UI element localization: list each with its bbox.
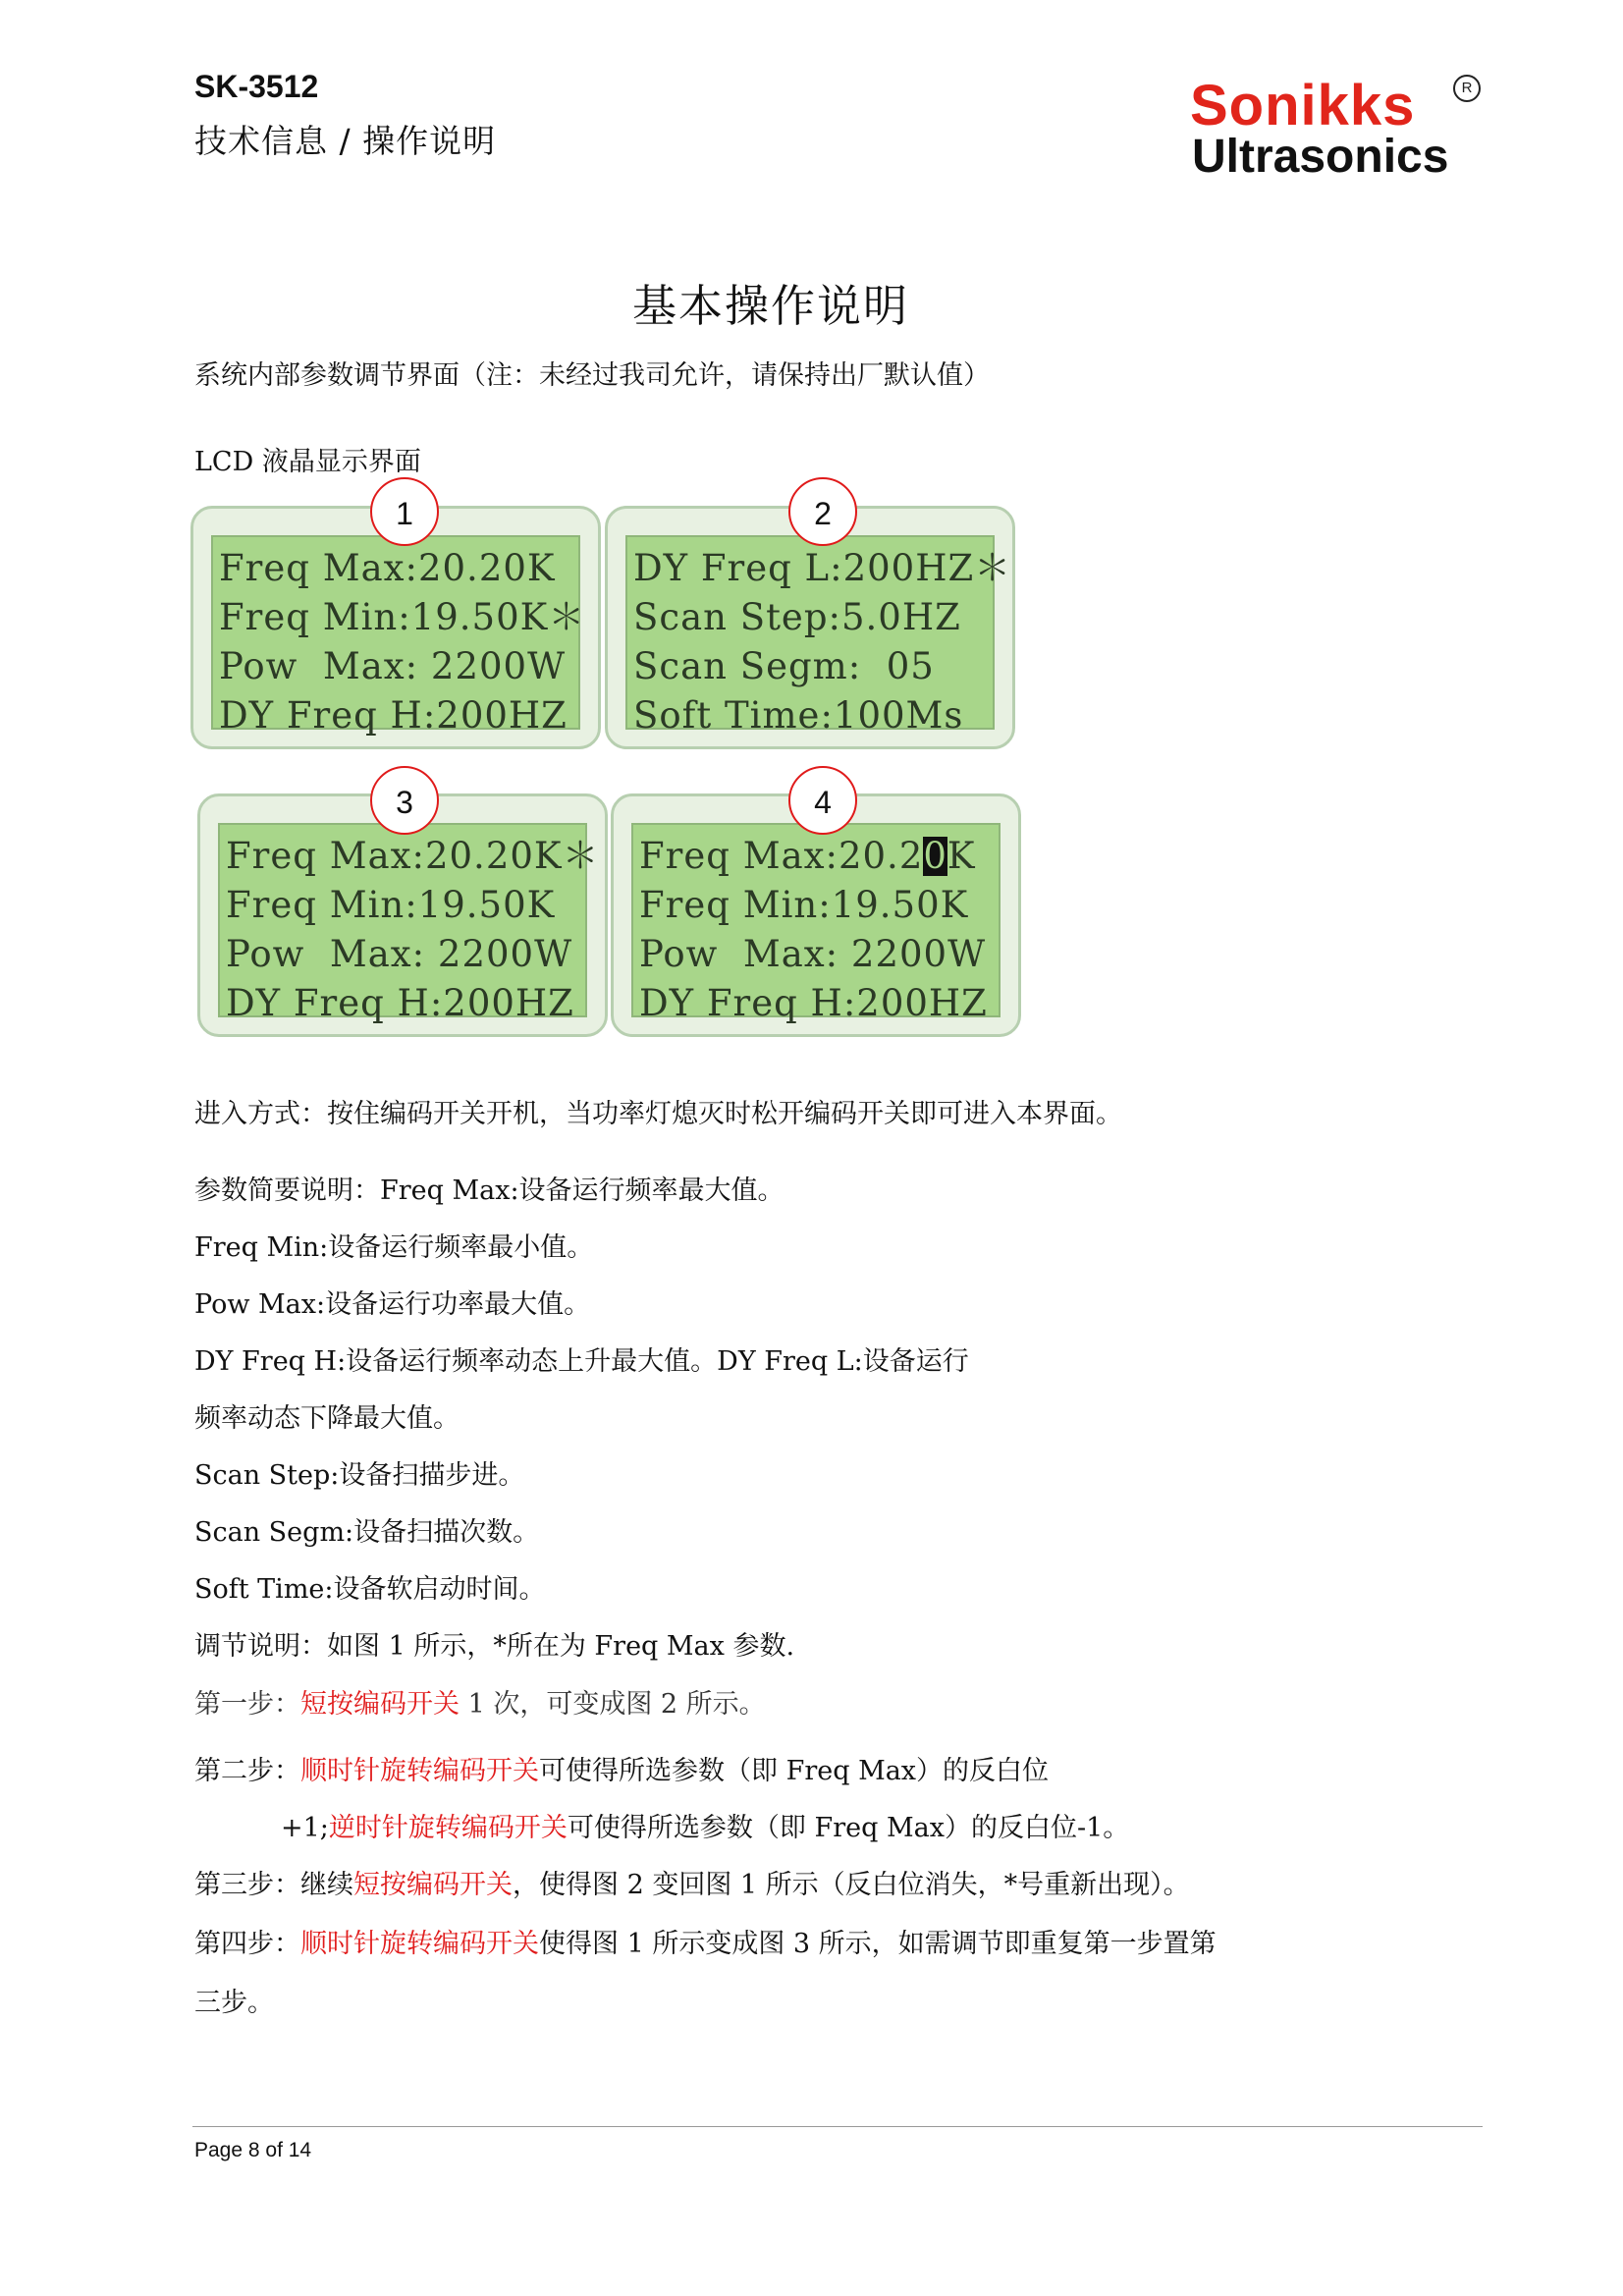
param-intro-text: 参数简要说明：Freq Max:设备运行频率最大值。: [194, 1175, 784, 1206]
step-action: 短按编码开关: [353, 1870, 513, 1900]
lcd-line: Scan Step:5.0HZ: [633, 596, 961, 638]
logo-brand-text: Sonikks: [1190, 74, 1416, 137]
step-text: 1 次，可变成图 2 所示。: [460, 1689, 766, 1720]
lcd-line: DY Freq H:200HZ: [219, 694, 568, 737]
step-text: +1;: [281, 1813, 329, 1843]
lcd-line: Scan Segm: 05: [633, 645, 935, 687]
lcd-label: LCD 液晶显示界面: [194, 447, 421, 477]
step-text: ，使得图 2 变回图 1 所示（反白位消失，*号重新出现）。: [513, 1870, 1190, 1900]
step-label: 第三步：继续: [194, 1870, 353, 1900]
step-label: 第二步：: [194, 1756, 300, 1786]
lcd-line: DY Freq H:200HZ: [226, 982, 574, 1024]
panel-number-badge: 2: [788, 477, 857, 546]
lcd-line: Freq Min:19.50K: [226, 884, 556, 926]
model-number: SK-3512: [194, 69, 319, 104]
step-2: [194, 1749, 1049, 1787]
param-scan-step: Scan Step:设备扫描步进。: [194, 1460, 525, 1491]
lcd-screen: [625, 535, 1012, 737]
lcd-line: Freq Min:19.50K＊: [219, 596, 586, 638]
doc-subtitle: 技术信息 / 操作说明: [194, 122, 497, 160]
step-3: [194, 1863, 1190, 1901]
param-freq-min: Freq Min:设备运行频率最小值。: [194, 1232, 594, 1263]
step-2-cont: [281, 1806, 1129, 1844]
param-dy-freq: DY Freq H:设备运行频率动态上升最大值。DY Freq L:设备运行: [194, 1346, 969, 1377]
lcd-line: DY Freq H:200HZ: [639, 982, 988, 1024]
panel-number-badge: 4: [788, 766, 857, 835]
step-action: 顺时针旋转编码开关: [300, 1756, 539, 1786]
lcd-text: K: [947, 835, 976, 877]
step-4: [194, 1922, 1217, 1960]
adjust-intro: 调节说明：如图 1 所示，*所在为 Freq Max 参数.: [194, 1631, 795, 1662]
panel-number-badge: 3: [370, 766, 439, 835]
step-label: 第四步：: [194, 1929, 300, 1959]
intro-text: 系统内部参数调节界面（注：未经过我司允许，请保持出厂默认值）: [194, 360, 990, 391]
registered-mark: R: [1453, 75, 1481, 102]
step-action: 短按编码开关: [300, 1689, 460, 1720]
lcd-line: Pow Max: 2200W: [219, 645, 567, 687]
panel-number-badge: 1: [370, 477, 439, 546]
lcd-line: Pow Max: 2200W: [226, 933, 573, 975]
param-scan-segm: Scan Segm:设备扫描次数。: [194, 1517, 540, 1548]
inverse-cursor: 0: [923, 835, 947, 877]
lcd-line: DY Freq L:200HZ＊: [633, 547, 1012, 589]
lcd-line: Freq Min:19.50K: [639, 884, 969, 926]
logo-sub-text: Ultrasonics: [1192, 131, 1449, 183]
step-text: 可使得所选参数（即 Freq Max）的反白位-1。: [567, 1813, 1130, 1843]
lcd-screen: [211, 535, 586, 737]
step-label: 第一步：: [194, 1689, 300, 1720]
param-dy-freq-cont: 频率动态下降最大值。: [194, 1403, 460, 1434]
lcd-screen: [218, 823, 600, 1024]
step-4-cont: 三步。: [194, 1988, 274, 2018]
brand-logo: [1190, 74, 1485, 194]
enter-method-text: 进入方式：按住编码开关开机，当功率灯熄灭时松开编码开关即可进入本界面。: [194, 1099, 1122, 1129]
footer-divider: [192, 2126, 1483, 2127]
lcd-screen: [631, 823, 1001, 1024]
step-text: 可使得所选参数（即 Freq Max）的反白位: [539, 1756, 1050, 1786]
step-text: 使得图 1 所示变成图 3 所示，如需调节即重复第一步置第: [539, 1929, 1217, 1959]
step-1: [194, 1682, 766, 1721]
page-number: Page 8 of 14: [194, 2139, 312, 2161]
lcd-line: Soft Time:100Ms: [633, 694, 964, 737]
lcd-line: Freq Max:20.20K: [219, 547, 556, 589]
step-action: 顺时针旋转编码开关: [300, 1929, 539, 1959]
lcd-line: Pow Max: 2200W: [639, 933, 987, 975]
lcd-text: Freq Max:20.2: [639, 835, 924, 877]
page-title: 基本操作说明: [631, 280, 909, 332]
param-soft-time: Soft Time:设备软启动时间。: [194, 1574, 546, 1605]
param-pow-max: Pow Max:设备运行功率最大值。: [194, 1289, 591, 1320]
lcd-line: Freq Max:20.20K＊: [226, 835, 600, 877]
lcd-line-with-cursor: [639, 837, 976, 876]
step-action: 逆时针旋转编码开关: [328, 1813, 568, 1843]
